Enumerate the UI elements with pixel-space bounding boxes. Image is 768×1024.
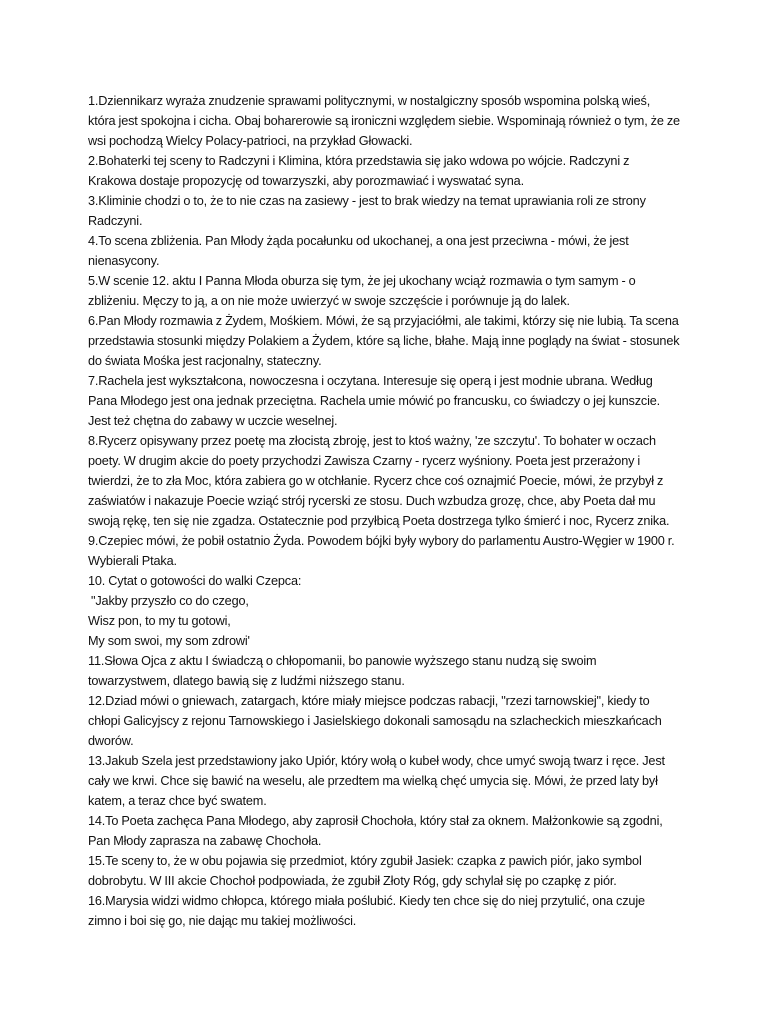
answer-12: 12.Dziad mówi o gniewach, zatargach, które miały miejsce podczas rabacji, "rzezi tarnowskiej", kiedy to chłopi Galicyjscy z rejonu Tarnowskiego i Jasielskiego dokonali samosądu na szlacheckich mieszkańcach dworów.	[88, 694, 662, 748]
quote-line-2: Wisz pon, to my tu gotowi,	[88, 614, 231, 628]
quote-line-1: "Jakby przyszło co do czego,	[91, 594, 249, 608]
answer-14: 14.To Poeta zachęca Pana Młodego, aby zaprosił Chochoła, który stał za oknem. Małżonkowie są zgodni, Pan Młody zaprasza na zabawę Chochoła.	[88, 814, 663, 848]
answer-9: 9.Czepiec mówi, że pobił ostatnio Żyda. Powodem bójki były wybory do parlamentu Austro-Węgier w 1900 r. Wybierali Ptaka.	[88, 534, 675, 568]
answer-5: 5.W scenie 12. aktu I Panna Młoda oburza się tym, że jej ukochany wciąż rozmawia o tym samym - o zbliżeniu. Męczy to ją, a on nie może uwierzyć w swoje szczęście i porównuje ją do lalek.	[88, 274, 636, 308]
answer-11: 11.Słowa Ojca z aktu I świadczą o chłopomanii, bo panowie wyższego stanu nudzą się swoim towarzystwem, dlatego bawią się z ludźmi niższego stanu.	[88, 654, 597, 688]
answer-1: 1.Dziennikarz wyraża znudzenie sprawami politycznymi, w nostalgiczny sposób wspomina polską wieś, która jest spokojna i cicha. Obaj boharerowie są ironiczni względem siebie. Wspominają również o tym, że ze wsi pochodzą Wielcy Polacy-patrioci, na przykład Głowacki.	[88, 94, 680, 148]
answer-3: 3.Kliminie chodzi o to, że to nie czas na zasiewy - jest to brak wiedzy na temat uprawiania roli ze strony Radczyni.	[88, 194, 646, 228]
answer-7: 7.Rachela jest wykształcona, nowoczesna i oczytana. Interesuje się operą i jest modnie ubrana. Według Pana Młodego jest ona jednak przeciętna. Rachela umie mówić po francusku, co świadczy o jej kunszcie. Jest też chętna do zabawy w uczcie weselnej.	[88, 374, 661, 428]
quote-line-3: My som swoi, my som zdrowi'	[88, 634, 250, 648]
answer-15: 15.Te sceny to, że w obu pojawia się przedmiot, który zgubił Jasiek: czapka z pawich piór, jako symbol dobrobytu. W III akcie Chochoł podpowiada, że zgubił Złoty Róg, gdy schylał się po czapkę z piór.	[88, 854, 642, 888]
answer-4: 4.To scena zbliżenia. Pan Młody żąda pocałunku od ukochanej, a ona jest przeciwna - mówi, że jest nienasycony.	[88, 234, 629, 268]
answer-16: 16.Marysia widzi widmo chłopca, którego miała poślubić. Kiedy ten chce się do niej przytulić, ona czuje zimno i boi się go, nie dając mu takiej możliwości.	[88, 894, 645, 928]
answer-13: 13.Jakub Szela jest przedstawiony jako Upiór, który wołą o kubeł wody, chce umyć swoją twarz i ręce. Jest cały we krwi. Chce się bawić na weselu, ale przedtem ma wielką chęć umycia się. Mówi, że przed laty był katem, a teraz chce być swatem.	[88, 754, 665, 808]
answer-6: 6.Pan Młody rozmawia z Żydem, Mośkiem. Mówi, że są przyjaciółmi, ale takimi, którzy się nie lubią. Ta scena przedstawia stosunki między Polakiem a Żydem, które są liche, błahe. Mają inne poglądy na świat - stosunek do świata Mośka jest racjonalny, stateczny.	[88, 314, 680, 368]
answer-10: 10. Cytat o gotowości do walki Czepca:	[88, 574, 302, 588]
answer-2: 2.Bohaterki tej sceny to Radczyni i Klimina, która przedstawia się jako wdowa po wójcie. Radczyni z Krakowa dostaje propozycję od towarzyszki, aby porozmawiać i wyswatać syna.	[88, 154, 630, 188]
document-body	[88, 91, 680, 931]
answer-8: 8.Rycerz opisywany przez poetę ma złocistą zbroję, jest to ktoś ważny, 'ze szczytu'. To bohater w oczach poety. W drugim akcie do poety przychodzi Zawisza Czarny - rycerz wyśniony. Poeta jest przerażony i twierdzi, że to zła Moc, która zabiera go w otchłanie. Rycerz chce coś oznajmić Poecie, mówi, że przybył z zaświatów i nakazuje Poecie wziąć strój rycerski ze stosu. Duch wzbudza grozę, chce, aby Poeta dał mu swoją rękę, ten się nie zgadza. Ostatecznie pod przyłbicą Poeta dostrzega tylko śmierć i noc, Rycerz znika.	[88, 434, 670, 528]
